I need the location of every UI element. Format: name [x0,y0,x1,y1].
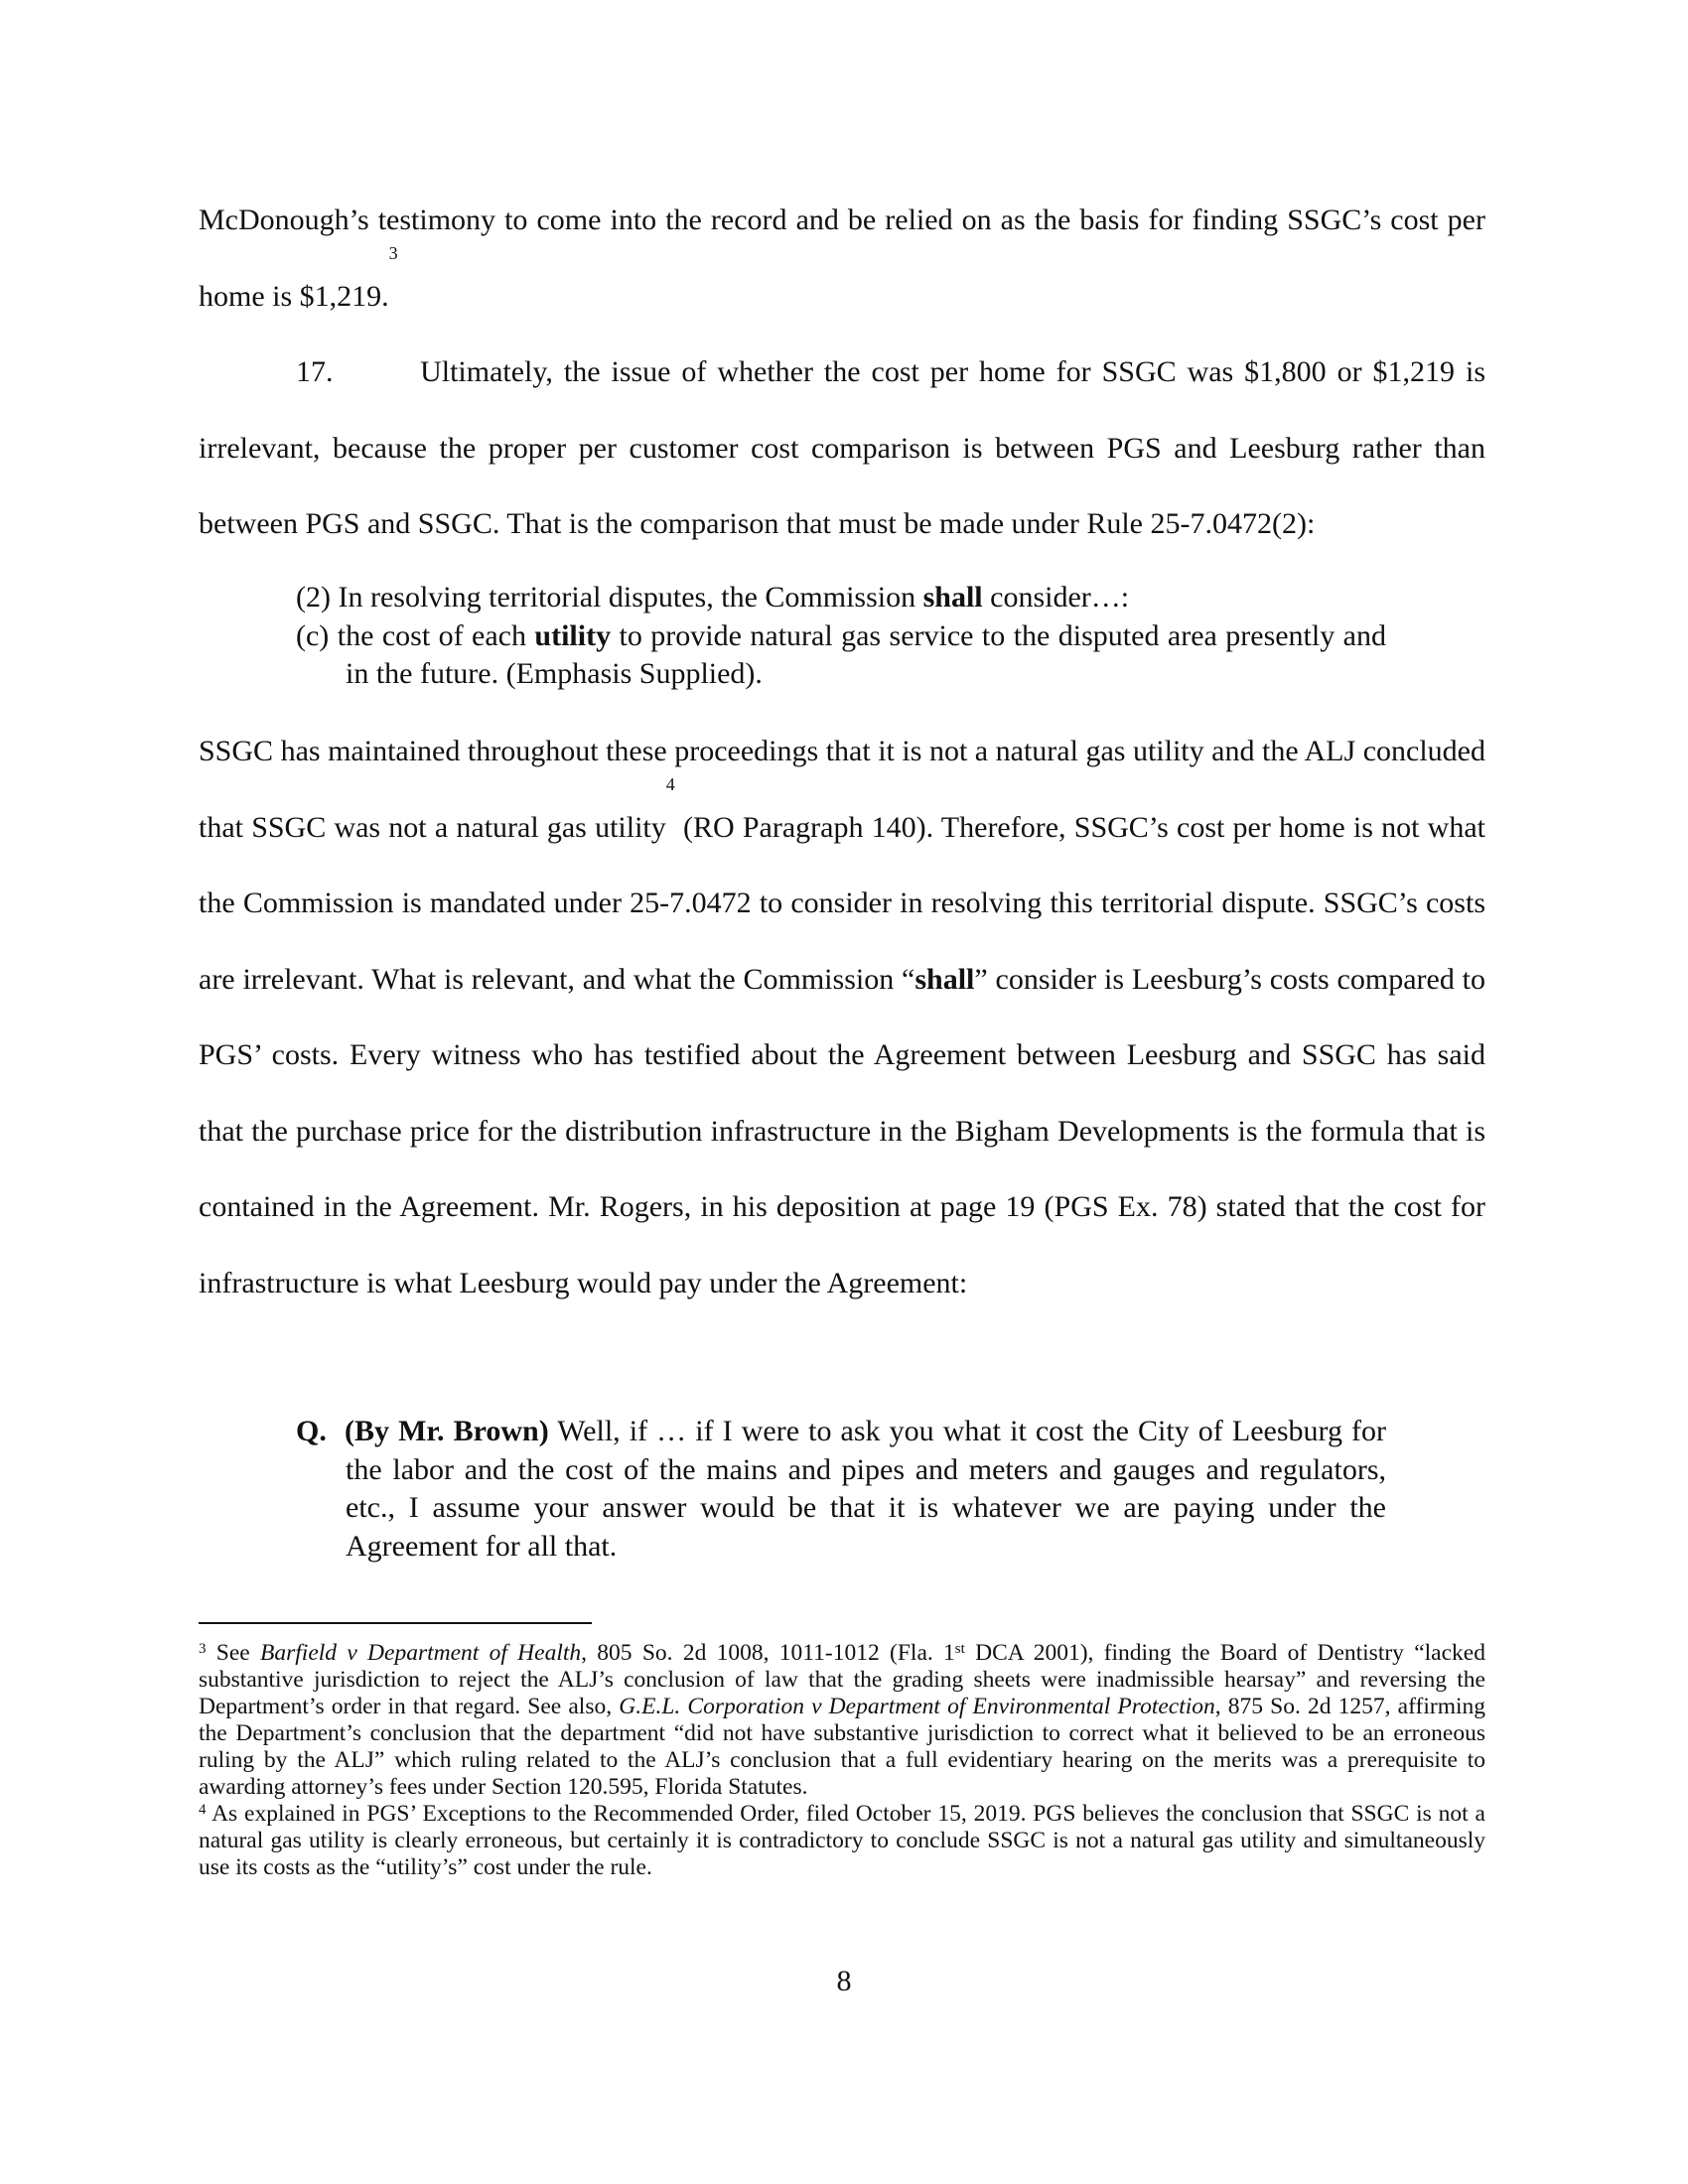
footnote-ref-3[interactable]: 3 [388,242,398,263]
body-block-middle [199,714,1485,1321]
paragraph-ssgc: SSGC has maintained throughout these proceedings that it is not a natural gas utility and the ALJ concluded that SSGC was not a natural gas utility$^4$ (RO Paragraph 140). Therefore, SSGC’s cost per home is not what the Commission is mandated under 25-7.0472 to consider in resolving this territorial dispute. SSGC’s costs are irrelevant. What is relevant, and what the Commission “shall” consider is Leesburg’s costs compared to PGS’ costs. Every witness who has testified about the Agreement between Leesburg and SSGC has said that the purchase price for the distribution infrastructure in the Bigham Developments is the formula that is contained in the Agreement. Mr. Rogers, in his deposition at page 19 (PGS Ex. 78) stated that the cost for infrastructure is what Leesburg would pay under the Agreement: [199,735,1485,1299]
body-block-top [199,183,1485,563]
deposition-question: Q. (By Mr. Brown) Well, if … if I were to ask you what it cost the City of Leesburg for the labor and the cost of the mains and pipes and meters and gauges and regulators, etc., I assume your answer would be that it is whatever we are paying under the Agreement for all that. [296,1415,1387,1563]
deposition-quote [296,1413,1386,1566]
paragraph-number: 17. [296,355,334,388]
rule-quote-line-c: (c) the cost of each utility to provide natural gas service to the disputed area presently and in the future. (Emphasis Supplied). [296,618,1386,690]
footnote-ref-4[interactable]: 4 [665,773,675,794]
page-number: 8 [836,1965,852,1997]
continued-paragraph: McDonough’s testimony to come into the record and be relied on as the basis for finding SSGC’s cost per home is $1,219.$^3$ [199,204,1485,313]
footnote-3: $^3$ See Barfield v Department of Health, 805 So. 2d 1008, 1011-1012 (Fla. 1st DCA 2001), finding the Board of Dentistry “lacked substantive jurisdiction to reject the ALJ’s conclusion of law that the grading sheets were inadmissible hearsay” and reversing the Department’s order in that regard. See also, G.E.L. Corporation v Department of Environmental Protection, 875 So. 2d 1257, affirming the Department’s conclusion that the department “did not have substantive jurisdiction to correct what it believed to be an erroneous ruling by the ALJ” which ruling related to the ALJ’s conclusion that a full evidentiary hearing on the merits was a prerequisite to awarding attorney’s fees under Section 120.595, Florida Statutes. [199,1640,1486,1800]
rule-quote [296,579,1386,694]
footnote-4: $^4$ As explained in PGS’ Exceptions to the Recommended Order, filed October 15, 2019. PGS believes the conclusion that SSGC is not a natural gas utility is clearly erroneous, but certainly it is contradictory to conclude SSGC is not a natural gas utility and simultaneously use its costs as the “utility’s” cost under the rule. [199,1801,1485,1880]
footnotes [199,1640,1485,1881]
paragraph-17: 17. Ultimately, the issue of whether the cost per home for SSGC was $1,800 or $1,219 is irrelevant, because the proper per customer cost comparison is between PGS and Leesburg rather than between PGS and SSGC. That is the comparison that must be made under Rule 25-7.0472(2): [199,355,1486,540]
rule-quote-line-2: (2) In resolving territorial disputes, the Commission shall consider…: [296,581,1130,614]
footnote-separator [199,1622,592,1624]
